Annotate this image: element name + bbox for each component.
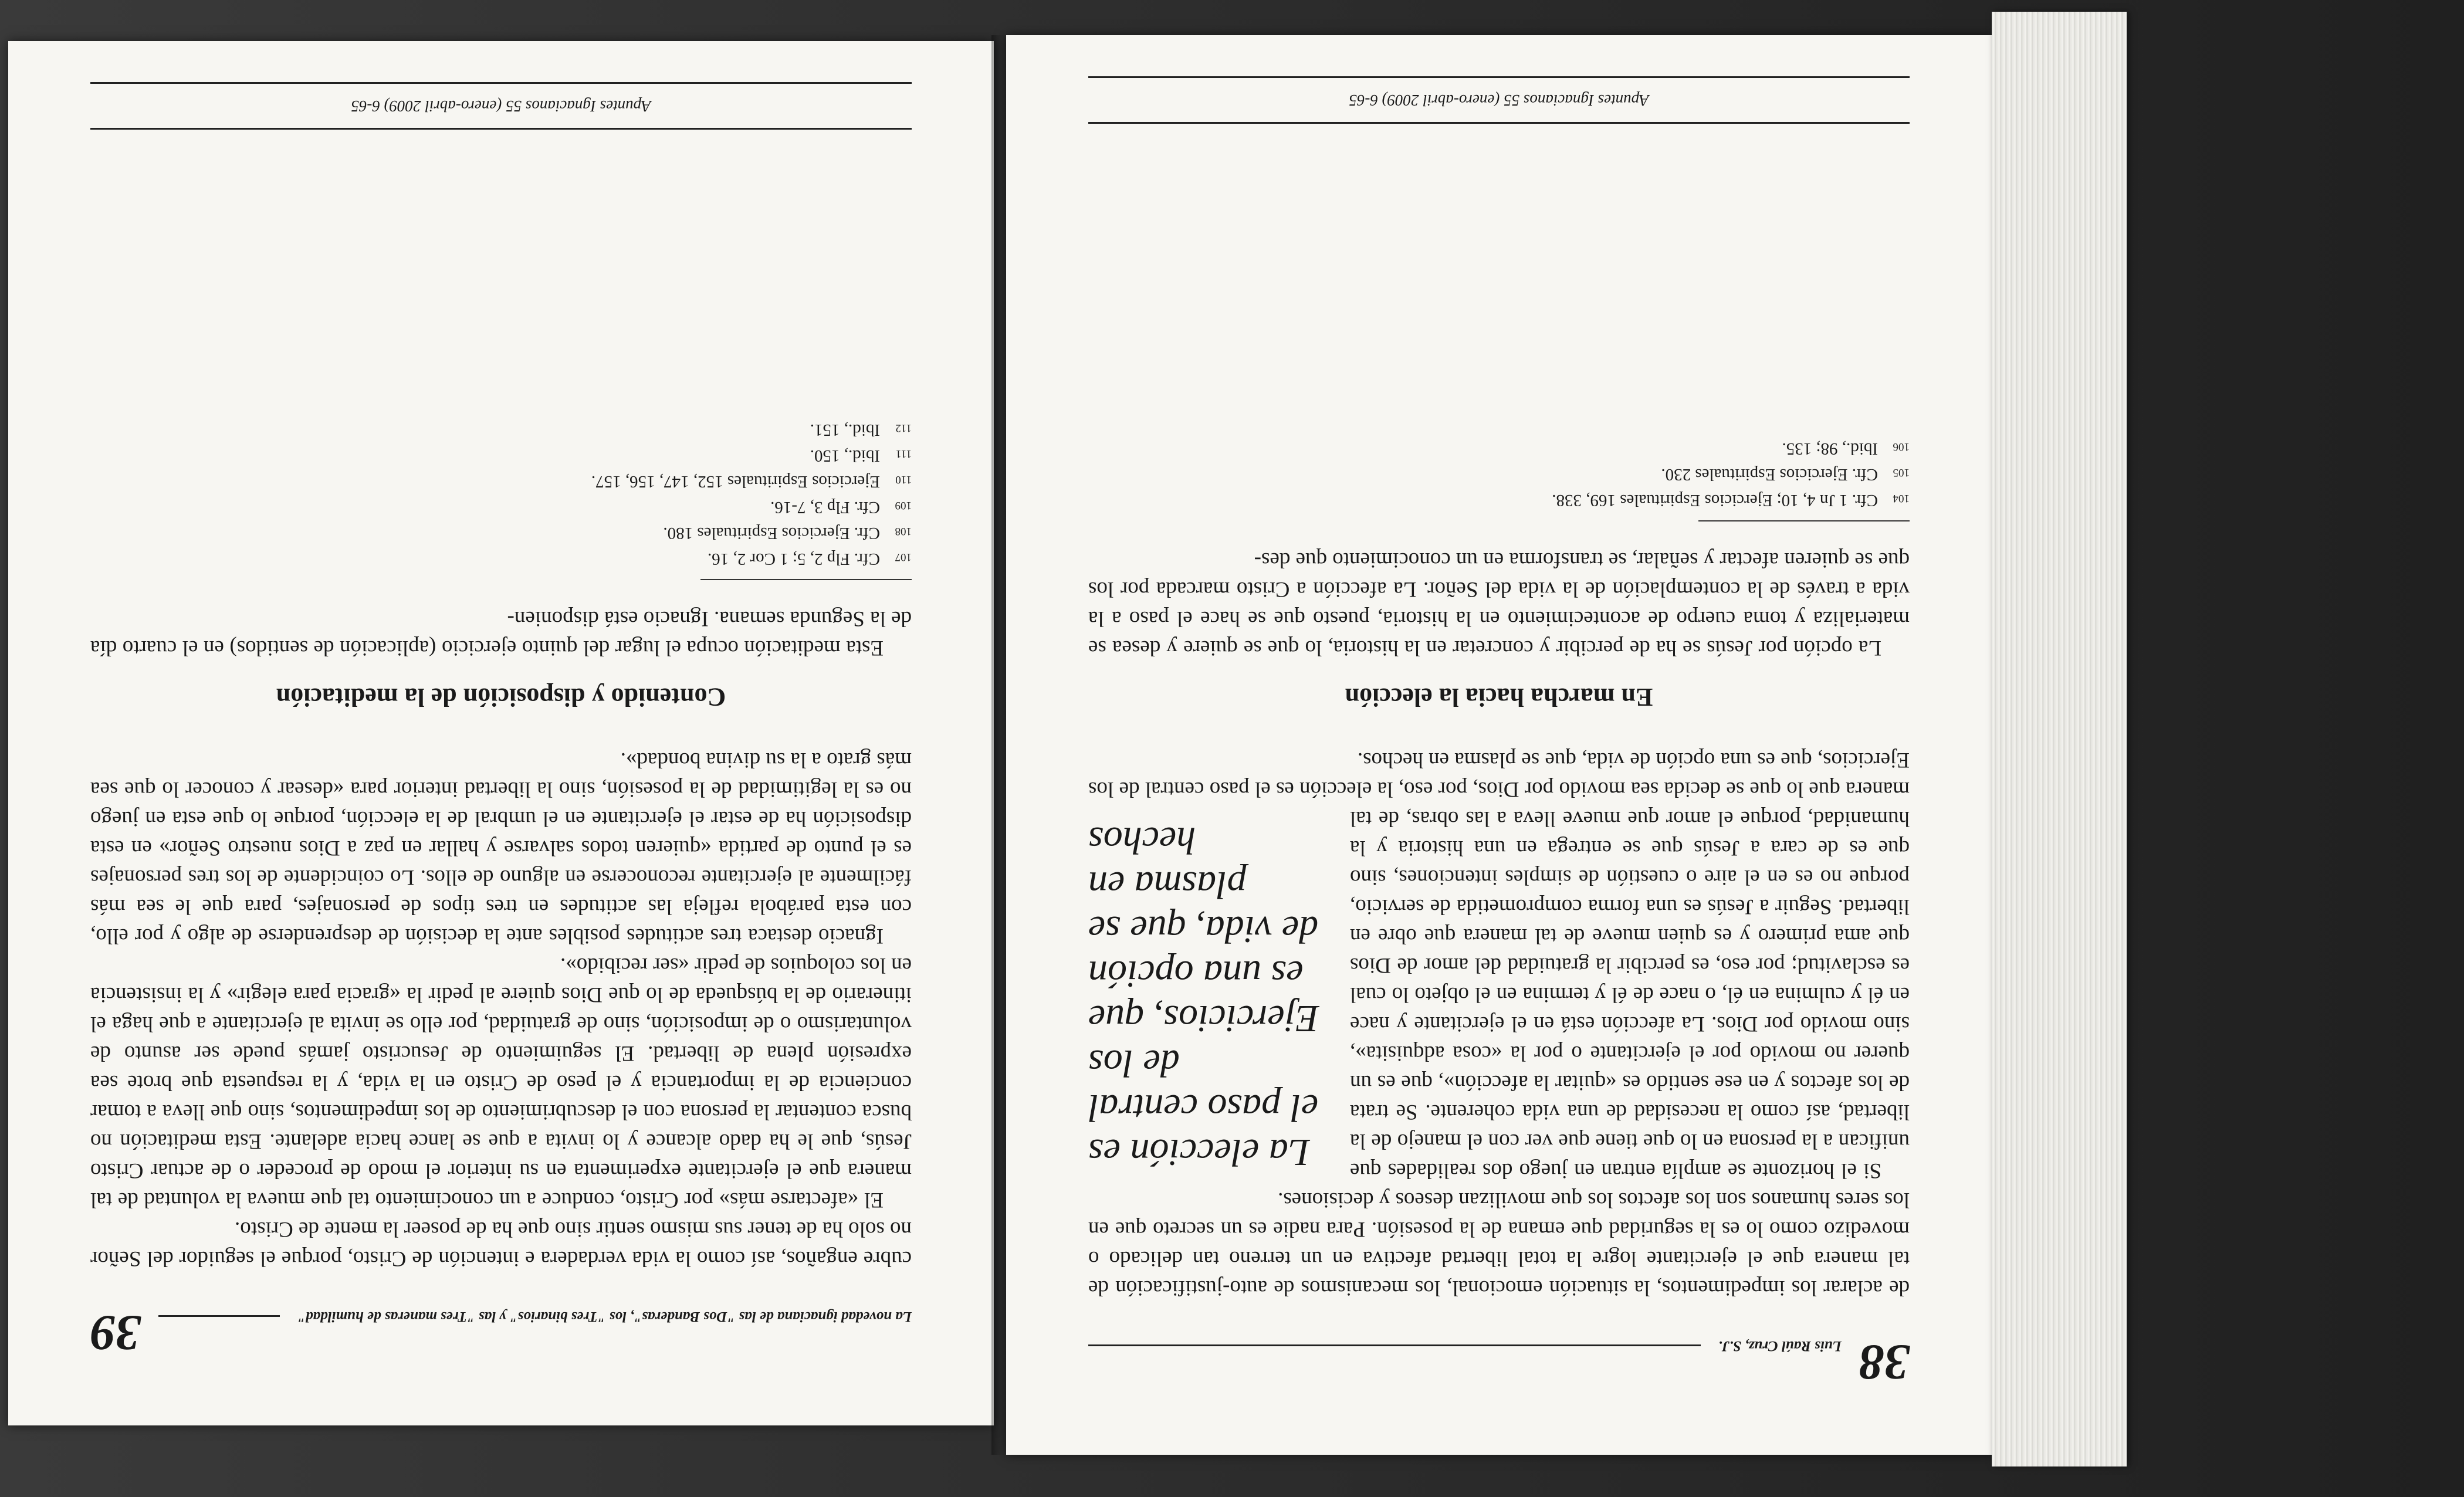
- footnotes: [90, 416, 912, 571]
- footnote: 111Ibid., 150.: [810, 446, 912, 465]
- paragraph: Ignacio destaca tres actitudes posibles ante la decisión de desprenderse de algo y por ello, con esta parábola refleja las actitudes en tres tipos de personajes, para que le sea más fácilmente al ejercitante reconocerse en alguno de ellos. Lo coincidente de los tres personajes es el punto de partida «quieren todos salvarse y hallar en paz a Dios nuestro Señor» en esta disposición ha de estar el ejercitante en el umbral de la elección, porque lo que esta en juego no es la legitimidad de la posesión, sino la libertad interior para «desear y conocer lo que sea más grato a la su divina bondad».: [90, 748, 912, 948]
- paragraph: Esta meditación ocupa el lugar del quinto ejercicio (aplicación de sentidos) en el cuarto día de la Segunda semana. Ignacio está disponien-: [90, 607, 912, 660]
- running-head-right: La novedad ignaciana de las "Dos Banderas", los "Tres binarios" y las "Tres maneras de humildad": [297, 1309, 912, 1325]
- footnote: 108Cfr. Ejercicios Espirituales 180.: [663, 524, 912, 543]
- footnote: 104Cfr. 1 Jn 4, 10; Ejercicios Espirituales 169, 338.: [1552, 491, 1910, 510]
- footnote: 112Ibid., 151.: [810, 421, 912, 439]
- page-footer: Apuntes Ignacianos 55 (enero-abril 2009) 6-65: [90, 82, 912, 130]
- book-page-38: [1006, 35, 1992, 1455]
- page-38-header: [1088, 1337, 1910, 1390]
- page-edge-stack: [1992, 12, 2127, 1466]
- book-page-39: [8, 41, 994, 1425]
- footnote: 110Ejercicios Espirituales 152, 147, 156, 157.: [591, 472, 912, 491]
- footnotes: [1088, 435, 1910, 512]
- paragraph: Si el horizonte se amplía entran en juego dos realidades que unifican a la persona en lo que tiene que ver con el manejo de la libertad, así como la necesidad de una vida coherente. Se trata de los afectos y en ese sentido es «quitar la afección», que es un querer no movido por el ejercitante o por la «cosa adquisita», sino movido por Dios. La afección está en el ejercitante y nace en él y culmina en él, o nace de él y termina en el objeto lo cual es esclavitud; por eso, es percibir la gratuidad del amor de Dios que ama primero y es quien mueve de tal manera que obre en libertad. Seguir a Jesús es una forma comprometida de servicio, porque no es en el aire o cuestión de simples intenciones, sino que es de cara a Jesús que se entrega en una historia y la humanidad, porque el amor que mueve lleva a las obras, de tal manera que lo que se decida sea movido por Dios, por eso, la elección es el paso central de los Ejercicios, que es una opción de vida, que se plasma en hechos.: [1088, 748, 1910, 1183]
- paragraph: La opción por Jesús se ha de percibir y concretar en la historia, lo que se quiere y desea se materializa y toma cuerpo de acontecimiento en la historia, puesto que se hace el paso a la vida a través de la contemplación de la vida del Señor. La afección a Cristo marcada por los que se quieren afectar y señalar, se transforma en un conocimiento que des-: [1088, 548, 1910, 660]
- page-number-38: 38: [1859, 1335, 1910, 1391]
- page-number-39: 39: [90, 1305, 141, 1361]
- footnote-rule: [1698, 520, 1910, 521]
- page-38-content: [1006, 35, 1992, 1455]
- footnote: 106Ibid., 98; 135.: [1782, 439, 1910, 458]
- header-rule: [1088, 1344, 1701, 1346]
- paragraph: de aclarar los impedimentos, la situación emocional, los mecanismos de auto-justificación de tal manera que el ejercitante logre la total libertad afectiva en un terreno tan delicado o movedizo como lo es la seguridad que emana de la posesión. Para nadie es un secreto que en los seres humanos son los afectos los que movilizan deseos y decisiones.: [1088, 1188, 1910, 1300]
- footnote: 109Cfr. Flp 3, 7-16.: [770, 498, 912, 517]
- pull-quote: La elección es el paso central de los Ejercicios, que es una opción de vida, que se plasma en hechos: [1088, 819, 1319, 1174]
- paragraph: cubre engaños, así como la vida verdadera e intención de Cristo, porque el seguidor del Señor no solo ha de tener sus mismo sentir sino que ha de poseer la mente de Cristo.: [90, 1217, 912, 1271]
- footnote-rule: [700, 579, 912, 580]
- page-39-header: [90, 1305, 912, 1361]
- footnote: 107Cfr. Flp 2, 5; 1 Cor 2, 16.: [707, 550, 912, 568]
- footnote: 105Cfr. Ejercicios Espirituales 230.: [1661, 465, 1910, 484]
- section-title: En marcha hacia la elección: [1345, 683, 1653, 712]
- paragraph: El «afectarse más» por Cristo, conduce a un conocimiento tal que mueva la voluntad de tal manera que el ejercitante experimenta en su interior el modo de proceder o de actuar Cristo Jesús, que le ha dado alcance y lo invita a que se lance hacia adelante. Esta meditación no busca contentar la persona con el descubrimiento de los impedimentos, sino que lleva a tomar conciencia de la importancia y el peso de Cristo en la vida, y la respuesta que brote sea expresión plena de libertad. El seguimiento de Jesucristo jamás puede ser asunto de voluntarismo o de imposición, sino de gratuidad, por ello se invita al ejercitante a que haga el itinerario de la búsqueda de lo que Dios quiere al pedir la «gracia para elegir» y la insistencia en los coloquios de pedir «ser recibido».: [90, 953, 912, 1212]
- header-rule: [158, 1315, 280, 1317]
- page-footer: Apuntes Ignacianos 55 (enero-abril 2009) 6-65: [1088, 76, 1910, 124]
- page-39-content: [8, 41, 994, 1425]
- running-head-left: Luis Raúl Cruz, S.J.: [1718, 1338, 1842, 1354]
- section-title: Contenido y disposición de la meditación: [276, 683, 726, 712]
